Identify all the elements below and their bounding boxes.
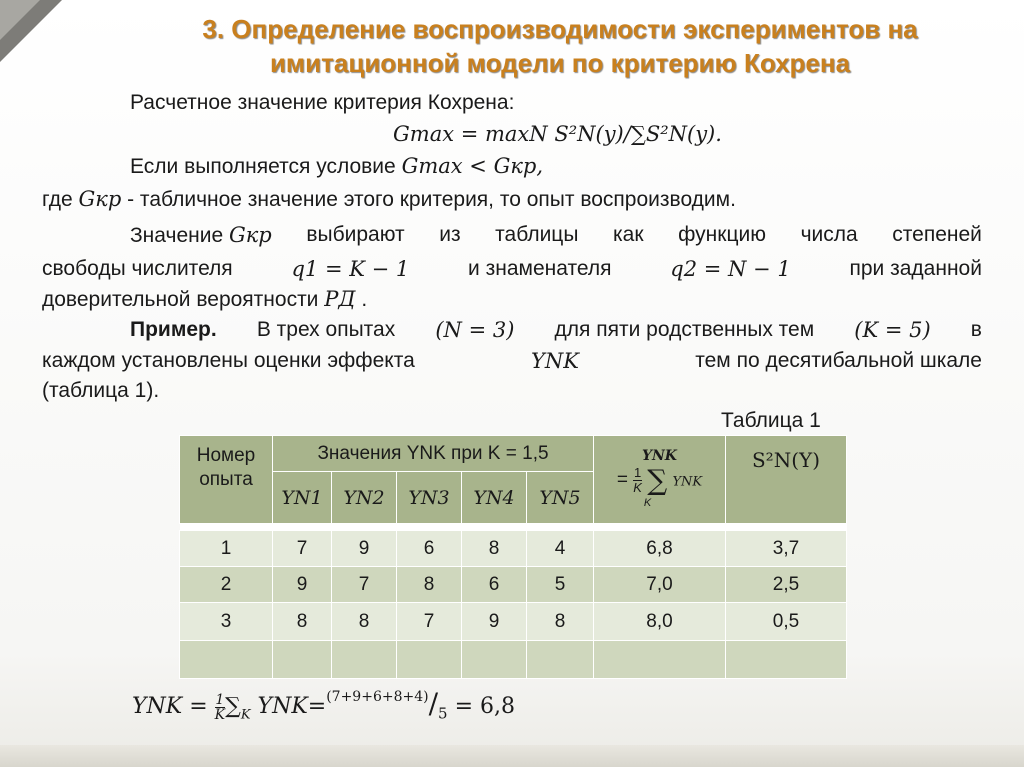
text-segment: В трех опытах (256, 318, 396, 341)
text-segment: в (970, 318, 982, 341)
where-symbol: Gкр (78, 187, 122, 211)
condition-line (130, 153, 543, 180)
where-prefix: где (42, 188, 73, 211)
para3-line1 (130, 317, 982, 343)
formula-lhs: YNK = (132, 694, 208, 719)
ynk-symbol: YNK (531, 349, 579, 373)
word: числа (800, 223, 858, 246)
pd-symbol: PД (324, 287, 356, 311)
formula-sum-values: (7+9+6+8+4) (326, 688, 429, 705)
header-mean (594, 436, 726, 524)
header-experiment-number: Номер опыта (180, 436, 273, 524)
para2-line3 (42, 286, 367, 313)
k-formula: (K = 5) (854, 318, 931, 342)
results-table (179, 435, 847, 679)
cell: 2,5 (726, 567, 847, 603)
where-rest: - табличное значение этого критерия, то опыт воспроизводим. (127, 188, 736, 211)
cell: 1 (180, 531, 273, 567)
cell: 8,0 (594, 603, 726, 641)
para3-line3: (таблица 1). (42, 379, 160, 402)
frac-den: K (633, 480, 642, 495)
header-variance (726, 436, 847, 524)
text-segment: . (361, 288, 368, 311)
cell: 8 (332, 603, 397, 641)
sum-sub: K (643, 497, 652, 509)
table-row-empty (180, 641, 847, 679)
cell: 7,0 (594, 567, 726, 603)
table-row (180, 531, 847, 567)
cell: 3 (180, 603, 273, 641)
frac-num: 1 (633, 465, 642, 480)
cell: 0,5 (726, 603, 847, 641)
frac-num: 1 (215, 691, 225, 708)
word: из (439, 223, 461, 246)
formula-divisor: 5 (438, 704, 448, 723)
cell: 7 (397, 603, 462, 641)
mean-eq: = (616, 469, 628, 491)
sum-symbol: ∑ (225, 694, 241, 719)
sum-sub: K (240, 707, 251, 723)
col-header: YN4 (462, 472, 527, 524)
mean-fraction (633, 466, 642, 495)
cochran-formula: Gmax = maxN S²N(y)/∑S²N(y). (393, 122, 722, 146)
cell: 8 (273, 603, 332, 641)
word: функцию (678, 223, 766, 246)
bottom-band (0, 745, 1024, 767)
formula-result: = 6,8 (454, 694, 515, 719)
cell: 8 (397, 567, 462, 603)
cell: 8 (462, 531, 527, 567)
word: Значение (130, 224, 224, 247)
header-values-label: Значения YNK при K = 1,5 (317, 442, 549, 464)
cell: 9 (273, 567, 332, 603)
mean-y: YNK (672, 474, 703, 490)
variance-label: S²N(Y) (751, 448, 821, 472)
word: степеней (892, 223, 982, 246)
text-segment: для пяти родственных тем (554, 318, 815, 341)
header-values (273, 436, 594, 472)
formula-slash: / (428, 687, 439, 720)
word: выбирают (306, 223, 405, 246)
example-label: Пример. (130, 318, 217, 341)
col-header: YN1 (273, 472, 332, 524)
mean-calculation (132, 684, 515, 728)
text-segment: каждом установлены оценки эффекта (42, 349, 415, 372)
cell: 6 (462, 567, 527, 603)
formula-y: YNK= (257, 694, 327, 719)
word: как (613, 223, 644, 246)
condition-text: Если выполняется условие (130, 155, 396, 178)
q2-formula: q2 = N − 1 (670, 257, 791, 281)
cell: 2 (180, 567, 273, 603)
text-segment: доверительной вероятности (42, 288, 319, 311)
word: таблицы (495, 223, 579, 246)
where-line (42, 186, 736, 213)
lead-text: Расчетное значение критерия Кохрена: (130, 91, 515, 114)
slide-title: 3. Определение воспроизводимости экспериментов на имитационной модели по критерию Кохрена (202, 14, 918, 78)
table-caption: Таблица 1 (721, 409, 821, 432)
n-formula: (N = 3) (435, 318, 515, 342)
table-row (180, 603, 847, 641)
cell: 7 (273, 531, 332, 567)
text-segment: тем по десятибальной шкале (695, 349, 982, 372)
cell: 7 (332, 567, 397, 603)
corner-decoration-inner (0, 0, 40, 40)
gkr-symbol: Gкр (228, 223, 272, 247)
para2-line2 (42, 256, 982, 282)
para3-line2 (42, 348, 982, 374)
col-header: YN5 (527, 472, 594, 524)
table-row (180, 567, 847, 603)
text-segment: при заданной (849, 257, 982, 280)
sum-symbol: ∑ (647, 463, 668, 497)
text-segment: свободы числителя (42, 257, 233, 280)
cell: 4 (527, 531, 594, 567)
cell: 5 (527, 567, 594, 603)
cell: 6 (397, 531, 462, 567)
para2-line1 (130, 222, 982, 249)
col-header: YN3 (397, 472, 462, 524)
q1-formula: q1 = K − 1 (291, 257, 410, 281)
condition-formula: Gmax < Gкр, (401, 154, 544, 178)
frac-den: K (214, 706, 226, 723)
cell: 9 (462, 603, 527, 641)
formula-fraction (215, 693, 225, 722)
col-header: YN2 (332, 472, 397, 524)
cell: 6,8 (594, 531, 726, 567)
cell: 3,7 (726, 531, 847, 567)
cell: 9 (332, 531, 397, 567)
cell: 8 (527, 603, 594, 641)
mean-symbol: YNK (642, 448, 677, 464)
text-segment: и знаменателя (468, 257, 612, 280)
